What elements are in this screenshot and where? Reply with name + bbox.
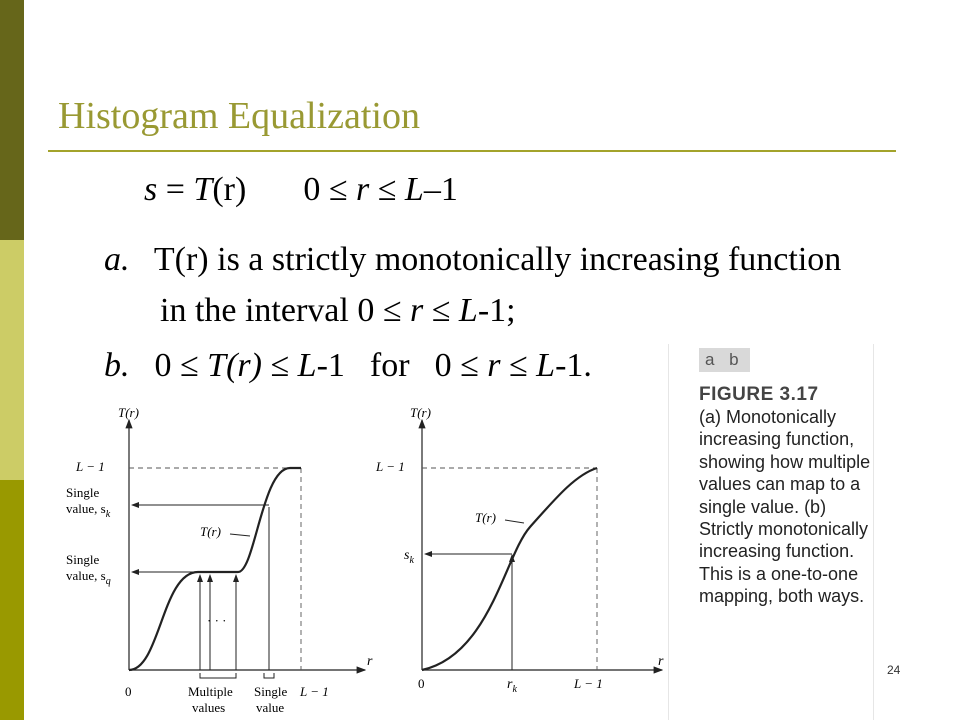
b-zero1: 0 [154,347,172,384]
right-y-label: T(r) [410,405,431,420]
left-ellipsis: · · · [207,613,227,628]
left-curve-label-pointer [230,534,250,536]
left-multiple-values-2: values [192,700,226,715]
right-lmax-y-label: L − 1 [376,459,405,474]
b-le1: ≤ [180,347,199,384]
eq-s: s [144,171,158,208]
b-r-paren: (r) [226,347,262,384]
right-curve-label-pointer [505,520,524,523]
figure-caption: (a) Monotonically increasing function, showing how multiple values can map to a single value. (b) Strictly monotonically increasing function. This is a one-to-one mapping, both ways. [699,407,871,607]
figure-plots [50,395,670,720]
title-underline [48,150,896,152]
b-r: r [487,347,501,384]
b-T: T [207,347,227,384]
a-suffix: -1; [477,292,516,329]
b-for: for [369,347,410,384]
condition-a-interval-text: in the interval [160,292,349,329]
a-r: r [410,292,424,329]
left-sq-label-1: Single [66,552,100,567]
right-plot [375,405,664,695]
condition-a-line1 [104,240,841,280]
slide-title: Histogram Equalization [58,95,420,137]
a-zero: 0 [357,292,375,329]
b-zero2: 0 [434,347,452,384]
left-multiple-values-1: Multiple [188,684,233,699]
left-curve [129,468,301,670]
left-curve-label: T(r) [200,524,221,539]
condition-b [104,346,592,386]
b-minus2: -1. [555,347,592,384]
figure-title: FIGURE 3.17 [699,384,819,405]
right-sk-label: $s_k$ [404,548,414,566]
left-origin: 0 [125,684,132,699]
b-le4: ≤ [508,347,528,384]
right-curve [422,468,597,670]
b-L2: L [536,347,556,384]
left-y-label: T(r) [118,405,139,420]
left-mv-bracket [200,673,236,678]
right-x-label: r [658,654,664,669]
eq-le1: ≤ [328,171,348,208]
left-lmax-x-label: L − 1 [300,684,329,699]
left-sk-label-1: Single [66,485,100,500]
figure-caption-box [668,344,874,720]
left-sk-label-2: value, $s_k$ [66,501,111,520]
right-lmax-x-label: L − 1 [574,676,603,691]
condition-a-line2 [160,291,516,331]
left-x-label: r [367,654,373,669]
sidebar-stripe-light [0,240,24,480]
condition-b-label: b. [104,347,130,384]
a-le2: ≤ [431,292,451,329]
right-rk-label: $r_k$ [507,677,517,695]
left-plot [66,405,373,715]
main-equation [144,170,458,210]
left-sq-label-2: value, $s_q$ [66,568,111,587]
left-sv-bracket [264,673,274,678]
b-minus1: -1 [316,347,345,384]
b-le3: ≤ [460,347,479,384]
eq-minus-one: –1 [423,171,458,208]
left-lmax-y-label: L − 1 [76,459,105,474]
left-single-value-x-1: Single [254,684,288,699]
eq-zero: 0 [303,171,321,208]
right-origin: 0 [418,676,425,691]
eq-r: r [355,171,370,208]
eq-T: T [193,171,213,208]
page-number: 24 [887,663,901,677]
eq-equals: = [165,171,185,208]
a-le1: ≤ [382,292,402,329]
right-curve-label: T(r) [475,510,496,525]
sidebar-stripe-dark [0,0,24,240]
panel-labels: a b [699,348,750,372]
b-L1: L [297,347,317,384]
condition-a-text: T(r) is a strictly monotonically increasing function [153,241,842,278]
eq-L: L [404,171,424,208]
left-single-value-x-2: value [256,700,285,715]
condition-a-label: a. [104,241,130,278]
b-le2: ≤ [270,347,290,384]
sidebar-stripe-olive [0,480,24,720]
a-L: L [458,292,478,329]
eq-le2: ≤ [377,171,397,208]
eq-r-paren: (r) [212,171,247,208]
